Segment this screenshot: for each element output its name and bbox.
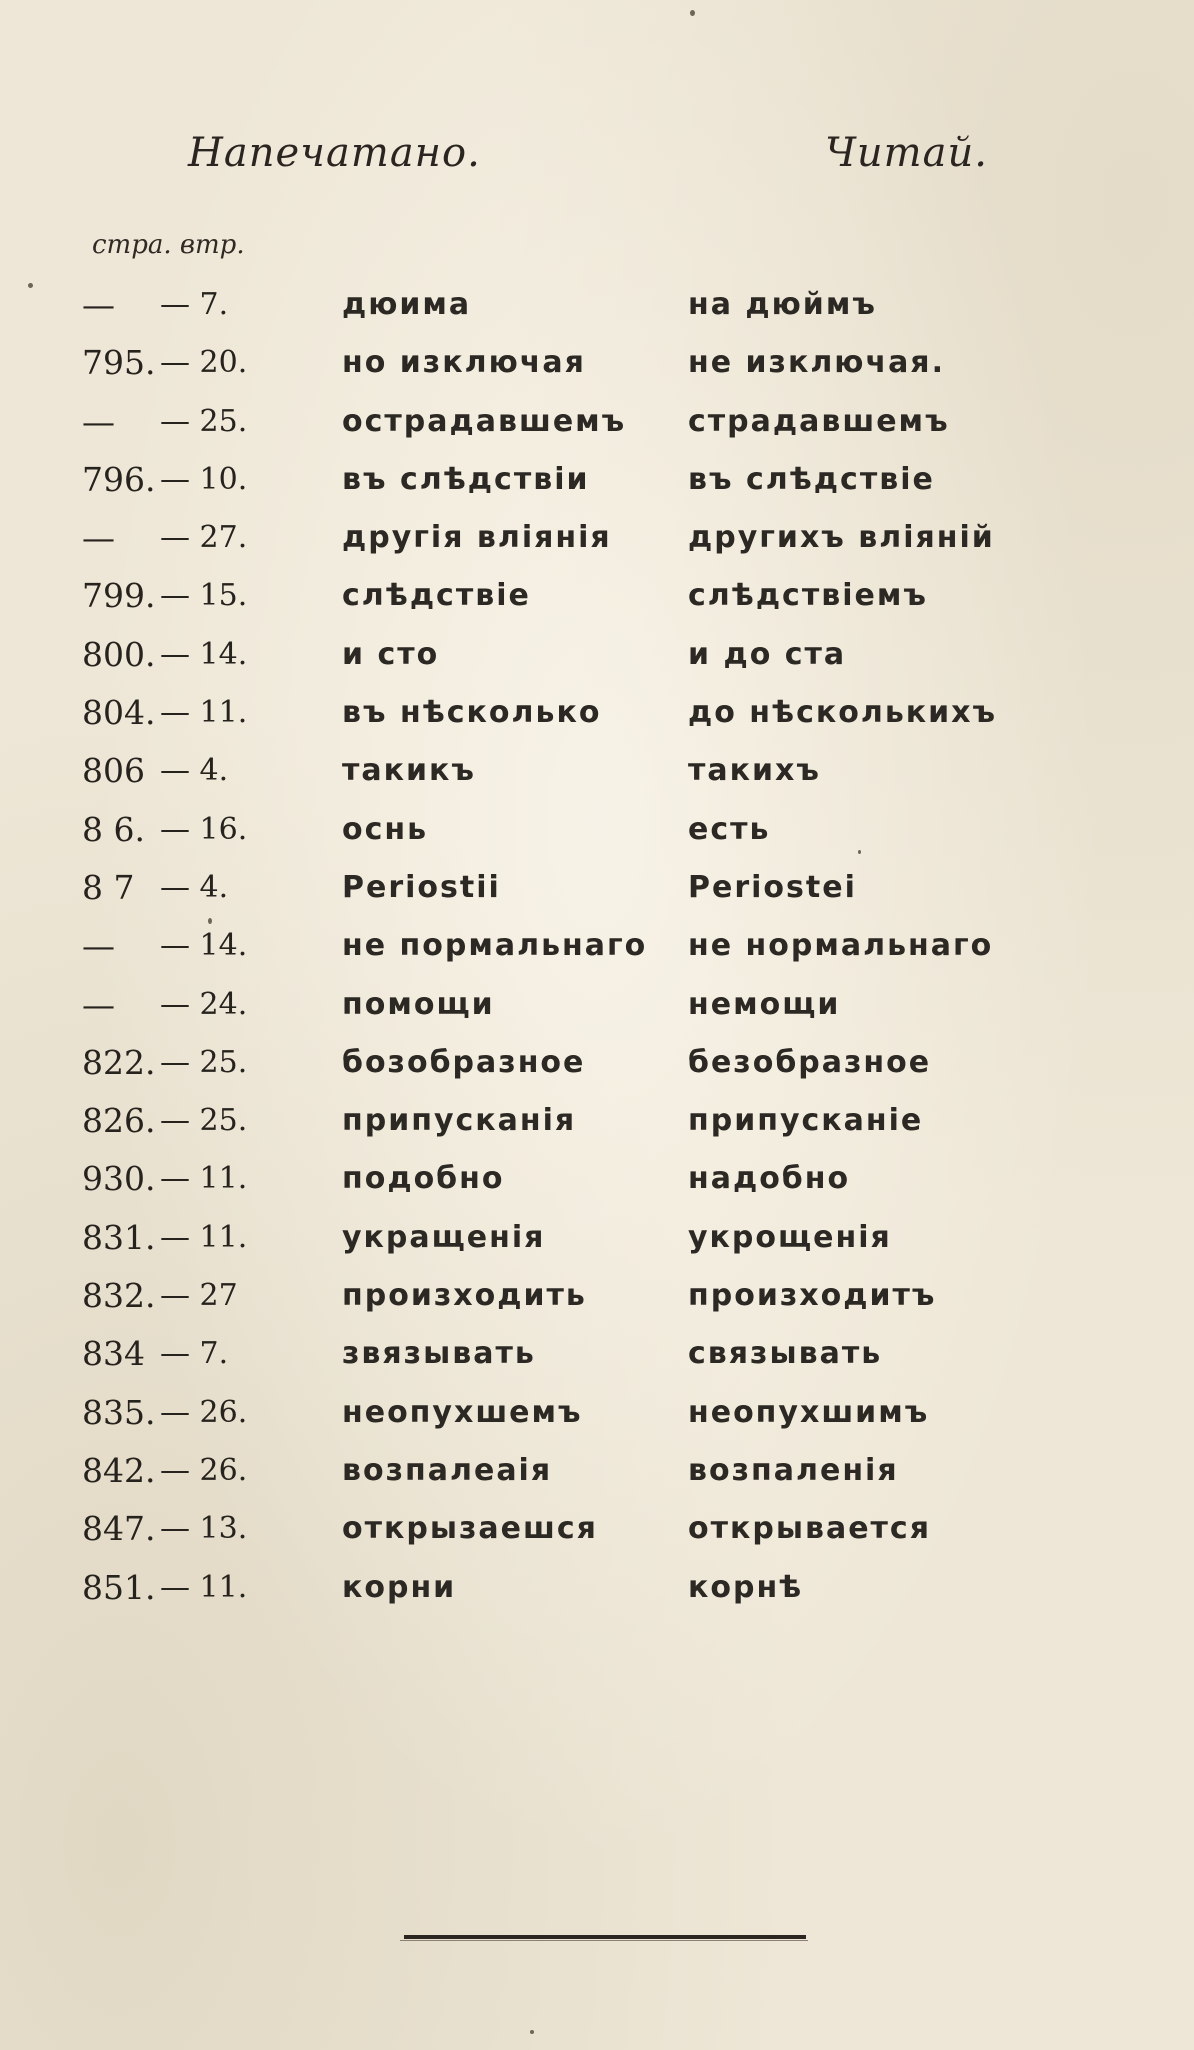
errata-line-number: — 26. (160, 1394, 248, 1430)
header-read: Читай. (825, 130, 988, 176)
errata-printed-text: звязывать (342, 1336, 536, 1372)
errata-correct-text: безобразное (688, 1044, 932, 1080)
errata-correct-text: есть (688, 811, 771, 847)
errata-row (0, 1566, 1194, 1624)
errata-page-number: — (82, 926, 115, 966)
errata-correct-text: страдавшемъ (688, 403, 950, 439)
errata-correct-text: корнѣ (688, 1569, 804, 1605)
errata-printed-text: произходить (342, 1278, 587, 1314)
errata-line-number: — 25. (160, 1044, 248, 1080)
errata-row (0, 341, 1194, 399)
errata-printed-text: въ слѣдствіи (342, 461, 590, 497)
errata-page-number: 847. (82, 1509, 156, 1549)
errata-printed-text: дюима (342, 287, 472, 322)
errata-correct-text: произходитъ (688, 1278, 937, 1314)
errata-page-number: 851. (82, 1567, 156, 1607)
errata-correct-text: открывается (688, 1511, 931, 1547)
ink-speck (28, 283, 33, 288)
errata-page-number: 8 6. (82, 809, 145, 849)
errata-row (0, 400, 1194, 458)
errata-page-number: — (82, 285, 115, 324)
column-heading: стра. втр. (92, 230, 245, 260)
errata-row (0, 924, 1194, 982)
errata-line-number: — 4. (160, 753, 229, 789)
errata-printed-text: оснь (342, 811, 429, 847)
errata-printed-text: припусканія (342, 1103, 577, 1139)
errata-page-number: 804. (82, 693, 156, 733)
errata-correct-text: не изключая. (688, 345, 945, 381)
errata-line-number: — 26. (160, 1452, 248, 1488)
errata-row (0, 283, 1194, 341)
errata-line-number: — 25. (160, 403, 248, 439)
errata-page-number: 806 (82, 751, 145, 791)
errata-printed-text: такикъ (342, 753, 476, 789)
errata-page-number: 795. (82, 343, 156, 383)
errata-page-number: — (82, 518, 115, 558)
errata-page-number: 822. (82, 1042, 156, 1082)
errata-row (0, 633, 1194, 691)
errata-correct-text: возпаленія (688, 1452, 899, 1488)
errata-printed-text: укращенія (342, 1219, 546, 1255)
errata-correct-text: неопухшимъ (688, 1394, 930, 1430)
errata-line-number: — 15. (160, 578, 248, 614)
errata-correct-text: немощи (688, 986, 841, 1022)
errata-line-number: — 11. (160, 695, 248, 731)
errata-printed-text: корни (342, 1569, 457, 1605)
errata-page-number: 831. (82, 1217, 156, 1257)
errata-row (0, 1216, 1194, 1274)
errata-correct-text: на дюймъ (688, 287, 877, 322)
errata-row (0, 1157, 1194, 1215)
errata-line-number: — 11. (160, 1219, 248, 1255)
errata-line-number: — 16. (160, 811, 248, 847)
errata-printed-text: подобно (342, 1161, 505, 1197)
errata-page-number: — (82, 984, 115, 1024)
errata-row (0, 574, 1194, 632)
errata-row (0, 749, 1194, 807)
errata-printed-text: другія вліянія (342, 520, 612, 556)
errata-page-number: 799. (82, 576, 156, 616)
errata-printed-text: открызаешся (342, 1511, 598, 1547)
errata-printed-text: Periostii (342, 869, 501, 905)
errata-line-number: — 25. (160, 1103, 248, 1139)
errata-correct-text: такихъ (688, 753, 821, 789)
ink-speck (208, 918, 212, 924)
errata-correct-text: до нѣсколькихъ (688, 695, 998, 731)
errata-row (0, 1274, 1194, 1332)
errata-page-number: 832. (82, 1276, 156, 1316)
errata-correct-text: припусканіе (688, 1103, 924, 1139)
errata-line-number: — 14. (160, 928, 248, 964)
errata-page-number: 800. (82, 634, 156, 674)
header-printed: Напечатано. (188, 130, 481, 176)
errata-printed-text: неопухшемъ (342, 1394, 583, 1430)
errata-printed-text: помощи (342, 986, 495, 1022)
ink-speck (858, 850, 861, 854)
errata-printed-text: въ нѣсколько (342, 695, 602, 731)
errata-line-number: — 13. (160, 1511, 248, 1547)
errata-line-number: — 10. (160, 461, 248, 497)
errata-page-number: 8 7 (82, 867, 135, 907)
errata-line-number: — 7. (160, 287, 229, 322)
errata-row (0, 458, 1194, 516)
errata-printed-text: но изключая (342, 345, 586, 381)
errata-page-number: 826. (82, 1101, 156, 1141)
errata-line-number: — 24. (160, 986, 248, 1022)
errata-line-number: — 14. (160, 636, 248, 672)
errata-line-number: — 27 (160, 1278, 238, 1314)
errata-row (0, 1099, 1194, 1157)
errata-printed-text: острадавшемъ (342, 403, 627, 439)
errata-row (0, 1332, 1194, 1390)
errata-printed-text: бозобразное (342, 1044, 586, 1080)
ink-speck (690, 10, 695, 16)
errata-row (0, 1041, 1194, 1099)
errata-page-number: 796. (82, 459, 156, 499)
errata-page-number: 834 (82, 1334, 145, 1374)
errata-correct-text: Periostei (688, 869, 857, 905)
ink-speck (530, 2030, 534, 2034)
errata-row (0, 1449, 1194, 1507)
errata-correct-text: слѣдствіемъ (688, 578, 928, 614)
errata-correct-text: связывать (688, 1336, 883, 1372)
errata-printed-text: не пормальнаго (342, 928, 648, 964)
errata-correct-text: укрощенія (688, 1219, 892, 1255)
errata-page-number: — (82, 401, 115, 441)
errata-row (0, 1507, 1194, 1565)
errata-correct-text: не нормальнаго (688, 928, 994, 964)
errata-correct-text: и до ста (688, 636, 847, 672)
errata-line-number: — 27. (160, 520, 248, 556)
errata-printed-text: возпалеаія (342, 1452, 553, 1488)
errata-row (0, 516, 1194, 574)
errata-page-number: 842. (82, 1450, 156, 1490)
errata-line-number: — 20. (160, 345, 248, 381)
errata-row (0, 983, 1194, 1041)
errata-line-number: — 4. (160, 869, 229, 905)
errata-printed-text: и сто (342, 636, 440, 672)
errata-row (0, 808, 1194, 866)
errata-correct-text: другихъ вліяній (688, 520, 995, 556)
errata-line-number: — 11. (160, 1161, 248, 1197)
errata-row (0, 866, 1194, 924)
errata-list (0, 283, 1194, 1624)
closing-rule (404, 1935, 806, 1939)
errata-page-number: 930. (82, 1159, 156, 1199)
errata-line-number: — 11. (160, 1569, 248, 1605)
errata-page-number: 835. (82, 1392, 156, 1432)
errata-printed-text: слѣдствіе (342, 578, 531, 614)
errata-correct-text: надобно (688, 1161, 851, 1197)
errata-row (0, 691, 1194, 749)
errata-row (0, 1391, 1194, 1449)
errata-correct-text: въ слѣдствіе (688, 461, 935, 497)
errata-line-number: — 7. (160, 1336, 229, 1372)
closing-rule-shadow (400, 1940, 808, 1941)
